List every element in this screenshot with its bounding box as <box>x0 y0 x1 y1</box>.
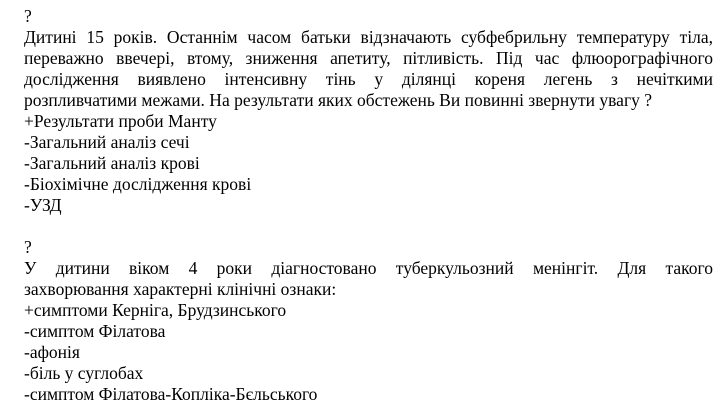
answer-option: -афонія <box>24 342 80 362</box>
blank-line <box>24 216 713 237</box>
answer-option-correct: +симптоми Керніга, Брудзинського <box>24 300 287 320</box>
answer-option: -симптом Філатова <box>24 321 166 341</box>
answer-option: -симптом Філатова-Копліка-Бєльського <box>24 384 318 404</box>
question-stem-line: розпливчатими межами. На результати яких обстежень Ви повинні звернути увагу ? <box>24 90 653 110</box>
question-block-1 <box>24 6 713 216</box>
question-mark: ? <box>24 237 32 257</box>
question-stem-line: переважно ввечері, втому, зниження апетиту, пітливість. Під час флюорографічного <box>24 48 713 68</box>
answer-option: -УЗД <box>24 195 62 215</box>
answer-option: -Біохімічне дослідження крові <box>24 174 252 194</box>
answer-option: -біль у суглобах <box>24 363 144 383</box>
question-mark: ? <box>24 6 32 26</box>
question-stem-line: захворювання характерні клінічні ознаки: <box>24 279 337 299</box>
question-stem-line: У дитини віком 4 роки діагностовано туберкульозний менінгіт. Для такого <box>24 258 713 278</box>
answer-option: -Загальний аналіз крові <box>24 153 200 173</box>
answer-option-correct: +Результати проби Манту <box>24 111 217 131</box>
question-stem-line: Дитині 15 років. Останнім часом батьки відзначають субфебрильну температуру тіла, <box>24 27 713 47</box>
document-page <box>24 6 713 405</box>
question-block-2 <box>24 237 713 405</box>
answer-option: -Загальний аналіз сечі <box>24 132 190 152</box>
question-stem-line: дослідження виявлено інтенсивну тінь у ділянці кореня легень з нечіткими <box>24 69 713 89</box>
